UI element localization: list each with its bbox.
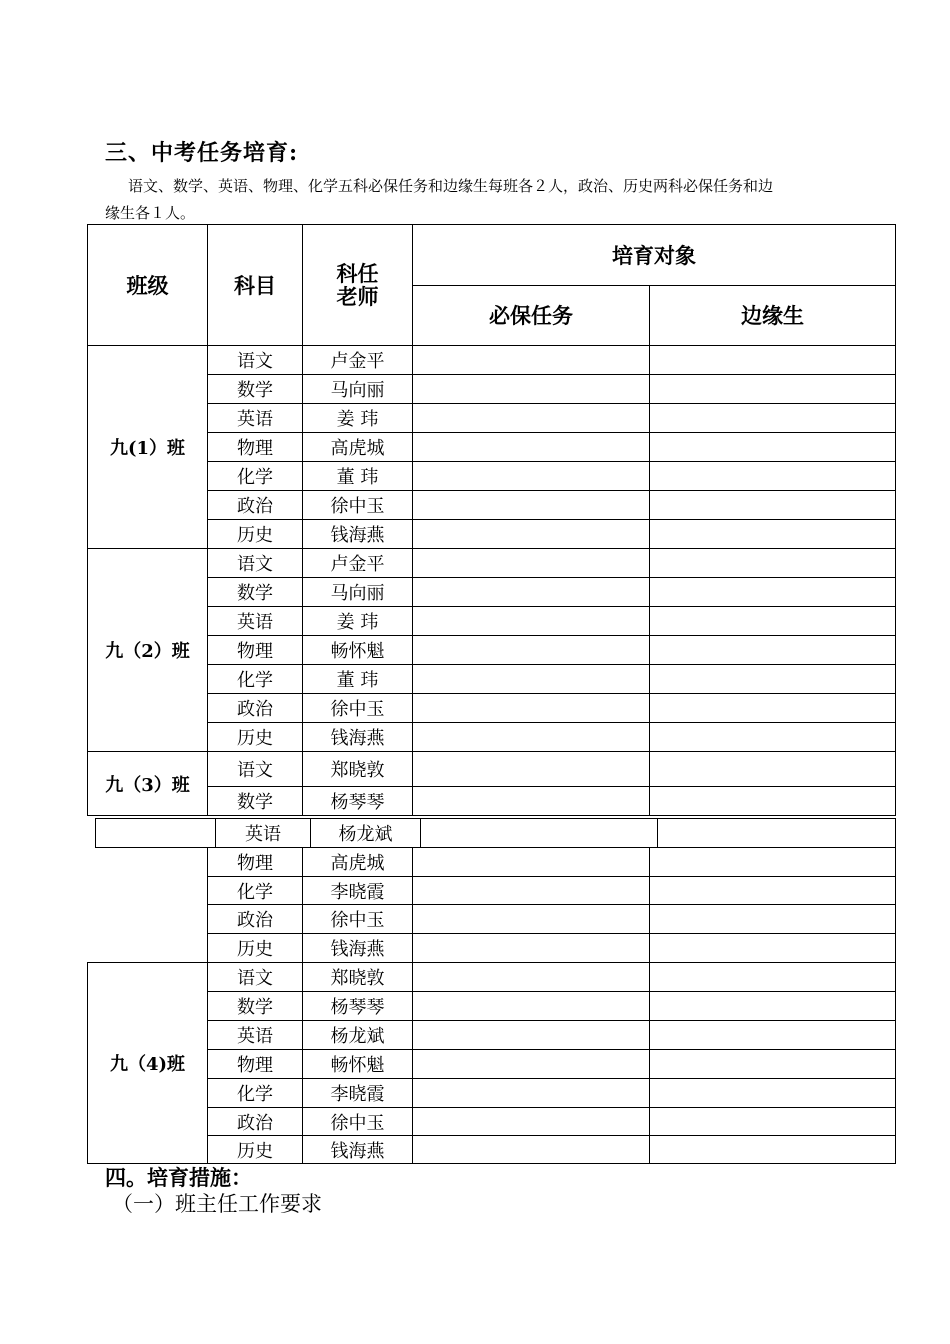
teacher-cell: 董 玮 (303, 462, 413, 491)
borderline-cell (650, 934, 896, 963)
must-keep-cell (413, 433, 650, 462)
empty-class-cell (96, 819, 216, 848)
borderline-cell (650, 607, 896, 636)
borderline-cell (650, 1136, 896, 1164)
subject-cell: 语文 (208, 346, 303, 375)
must-keep-cell (413, 752, 650, 787)
subject-cell: 英语 (208, 1021, 303, 1050)
borderline-cell (650, 694, 896, 723)
borderline-cell (650, 752, 896, 787)
teacher-cell: 钱海燕 (303, 1136, 413, 1164)
borderline-cell (650, 433, 896, 462)
cultivation-table-bottom (87, 847, 896, 1164)
subject-cell: 英语 (208, 404, 303, 433)
must-keep-cell (421, 819, 658, 848)
borderline-cell (650, 665, 896, 694)
borderline-cell (650, 404, 896, 433)
header-targets: 培育对象 (413, 225, 896, 286)
teacher-cell: 杨琴琴 (303, 787, 413, 816)
must-keep-cell (413, 963, 650, 992)
must-keep-cell (413, 787, 650, 816)
teacher-cell: 郑晓敦 (303, 963, 413, 992)
cultivation-table-offset-row (95, 818, 896, 848)
header-teacher: 科任 老师 (303, 225, 413, 346)
teacher-cell: 杨龙斌 (311, 819, 421, 848)
subject-cell: 语文 (208, 549, 303, 578)
subject-cell: 数学 (208, 375, 303, 404)
class-2-name: 九（2）班 (88, 549, 208, 752)
teacher-cell: 马向丽 (303, 578, 413, 607)
subject-cell: 化学 (208, 665, 303, 694)
borderline-cell (650, 346, 896, 375)
borderline-cell (650, 462, 896, 491)
must-keep-cell (413, 694, 650, 723)
teacher-cell: 李晓霞 (303, 1079, 413, 1108)
borderline-cell (650, 787, 896, 816)
subject-cell: 化学 (208, 877, 303, 905)
borderline-cell (650, 1050, 896, 1079)
must-keep-cell (413, 934, 650, 963)
teacher-cell: 高虎城 (303, 848, 413, 877)
must-keep-cell (413, 1136, 650, 1164)
subject-cell: 政治 (208, 694, 303, 723)
borderline-cell (650, 905, 896, 934)
teacher-cell: 李晓霞 (303, 877, 413, 905)
must-keep-cell (413, 1108, 650, 1136)
subject-cell: 政治 (208, 491, 303, 520)
teacher-cell: 畅怀魁 (303, 1050, 413, 1079)
subject-cell: 物理 (208, 848, 303, 877)
borderline-cell (650, 963, 896, 992)
subject-cell: 政治 (208, 905, 303, 934)
must-keep-cell (413, 905, 650, 934)
teacher-cell: 钱海燕 (303, 934, 413, 963)
teacher-cell: 钱海燕 (303, 723, 413, 752)
teacher-cell: 徐中玉 (303, 694, 413, 723)
subject-cell: 语文 (208, 752, 303, 787)
empty-class-cell (88, 848, 208, 963)
teacher-cell: 姜 玮 (303, 404, 413, 433)
subject-cell: 物理 (208, 433, 303, 462)
header-borderline: 边缘生 (650, 286, 896, 346)
teacher-cell: 杨琴琴 (303, 992, 413, 1021)
subject-cell: 英语 (216, 819, 311, 848)
intro-line-1: 语文、数学、英语、物理、化学五科必保任务和边缘生每班各２人，政治、历史两科必保任务和边 (128, 177, 774, 195)
subject-cell: 数学 (208, 992, 303, 1021)
borderline-cell (658, 819, 896, 848)
header-subject: 科目 (208, 225, 303, 346)
borderline-cell (650, 877, 896, 905)
teacher-cell: 高虎城 (303, 433, 413, 462)
teacher-cell: 董 玮 (303, 665, 413, 694)
teacher-cell: 杨龙斌 (303, 1021, 413, 1050)
subject-cell: 历史 (208, 723, 303, 752)
subject-cell: 历史 (208, 934, 303, 963)
teacher-cell: 郑晓敦 (303, 752, 413, 787)
header-must-keep: 必保任务 (413, 286, 650, 346)
borderline-cell (650, 1108, 896, 1136)
subject-cell: 英语 (208, 607, 303, 636)
must-keep-cell (413, 375, 650, 404)
must-keep-cell (413, 665, 650, 694)
must-keep-cell (413, 404, 650, 433)
borderline-cell (650, 375, 896, 404)
cultivation-table-top (87, 224, 896, 816)
subject-cell: 数学 (208, 787, 303, 816)
subject-cell: 语文 (208, 963, 303, 992)
must-keep-cell (413, 346, 650, 375)
borderline-cell (650, 848, 896, 877)
teacher-cell: 徐中玉 (303, 905, 413, 934)
section4-title: 四。培育措施： (105, 1165, 252, 1190)
teacher-cell: 徐中玉 (303, 1108, 413, 1136)
must-keep-cell (413, 1079, 650, 1108)
section4-subheading: （一）班主任工作要求 (112, 1192, 322, 1216)
subject-cell: 历史 (208, 1136, 303, 1164)
class-3-name: 九（3）班 (88, 752, 208, 816)
teacher-cell: 畅怀魁 (303, 636, 413, 665)
must-keep-cell (413, 607, 650, 636)
borderline-cell (650, 549, 896, 578)
borderline-cell (650, 491, 896, 520)
borderline-cell (650, 723, 896, 752)
must-keep-cell (413, 549, 650, 578)
class-4-name: 九（4)班 (88, 963, 208, 1164)
section3-title: 三、中考任务培育: (105, 140, 299, 166)
must-keep-cell (413, 1050, 650, 1079)
must-keep-cell (413, 992, 650, 1021)
header-class: 班级 (88, 225, 208, 346)
subject-cell: 化学 (208, 1079, 303, 1108)
must-keep-cell (413, 723, 650, 752)
subject-cell: 数学 (208, 578, 303, 607)
must-keep-cell (413, 578, 650, 607)
must-keep-cell (413, 877, 650, 905)
borderline-cell (650, 578, 896, 607)
intro-line-2: 缘生各１人。 (105, 204, 196, 222)
must-keep-cell (413, 520, 650, 549)
subject-cell: 物理 (208, 1050, 303, 1079)
teacher-cell: 马向丽 (303, 375, 413, 404)
teacher-cell: 卢金平 (303, 346, 413, 375)
borderline-cell (650, 1079, 896, 1108)
must-keep-cell (413, 491, 650, 520)
teacher-cell: 卢金平 (303, 549, 413, 578)
must-keep-cell (413, 848, 650, 877)
borderline-cell (650, 992, 896, 1021)
must-keep-cell (413, 1021, 650, 1050)
class-1-name: 九(1）班 (88, 346, 208, 549)
subject-cell: 政治 (208, 1108, 303, 1136)
borderline-cell (650, 1021, 896, 1050)
must-keep-cell (413, 636, 650, 665)
teacher-cell: 徐中玉 (303, 491, 413, 520)
subject-cell: 物理 (208, 636, 303, 665)
borderline-cell (650, 520, 896, 549)
must-keep-cell (413, 462, 650, 491)
borderline-cell (650, 636, 896, 665)
teacher-cell: 钱海燕 (303, 520, 413, 549)
teacher-cell: 姜 玮 (303, 607, 413, 636)
subject-cell: 化学 (208, 462, 303, 491)
subject-cell: 历史 (208, 520, 303, 549)
